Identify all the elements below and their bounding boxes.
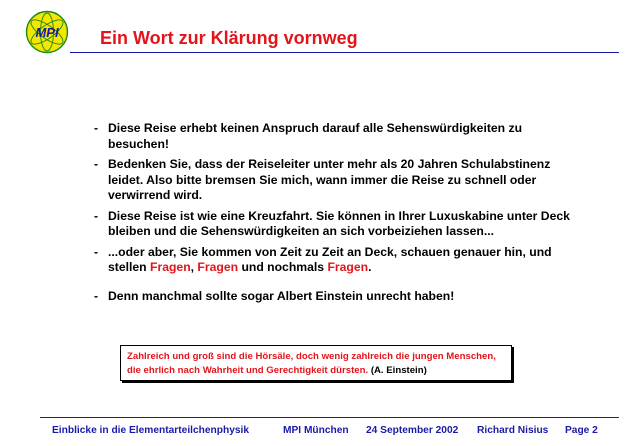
- bullet-marker: -: [94, 121, 99, 135]
- bullet-item: [92, 121, 572, 152]
- bullet-marker: -: [94, 288, 99, 303]
- bullet-text-part: ...oder aber, Sie kommen von Zeit zu Zeit an Deck, schauen genauer hin, und stellen: [108, 244, 552, 274]
- bullet-item: [92, 289, 572, 305]
- quote-text: Zahlreich und groß sind die Hörsäle, doch wenig zahlreich die jungen Menschen, die ehrlich nach Wahrheit und Gerechtigkeit dürsten.: [127, 351, 496, 376]
- highlight-word: Fragen: [327, 260, 369, 274]
- bullet-text: Diese Reise erhebt keinen Anspruch darauf alle Sehenswürdigkeiten zu besuchen!: [108, 121, 523, 151]
- slide-title: Ein Wort zur Klärung vornweg: [100, 28, 358, 48]
- footer-date: 24 September 2002: [366, 425, 459, 436]
- bullet-item: [92, 209, 572, 240]
- bullet-text: Denn manchmal sollte sogar Albert Einstein unrecht haben!: [108, 288, 455, 303]
- bullet-text-part: .: [368, 260, 372, 274]
- bullet-text: Diese Reise ist wie eine Kreuzfahrt. Sie können in Ihrer Luxuskabine unter Deck bleiben und die Sehenswürdigkeiten an sich vorbeiziehen lassen...: [108, 208, 570, 238]
- bullet-marker: -: [94, 244, 99, 259]
- bullet-list: [92, 121, 572, 309]
- footer-page-number: Page 2: [565, 425, 598, 436]
- bullet-text: Bedenken Sie, dass der Reiseleiter unter mehr als 20 Jahren Schulabstinenz leidet. Also bitte bremsen Sie mich, wann immer die Reise zu schnell oder verwirrend wird.: [108, 157, 551, 202]
- bullet-text-part: und nochmals: [238, 260, 328, 274]
- highlight-word: Fragen: [197, 260, 239, 274]
- quote-author: (A. Einstein): [370, 365, 427, 376]
- highlight-word: Fragen: [150, 260, 191, 274]
- footer-divider: [40, 417, 619, 418]
- einstein-quote-box: [120, 345, 512, 381]
- bullet-text: [108, 245, 552, 275]
- bullet-item: [92, 157, 572, 204]
- title-divider: [70, 52, 619, 53]
- footer-course-title: Einblicke in die Elementarteilchenphysik: [52, 425, 250, 436]
- bullet-marker: -: [94, 157, 99, 171]
- bullet-text-part: ,: [190, 260, 198, 274]
- footer-institute: MPI München: [283, 425, 349, 436]
- logo-text: MPI: [35, 25, 59, 40]
- mpi-logo: [25, 10, 69, 54]
- bullet-item: [92, 245, 572, 276]
- bullet-marker: -: [94, 208, 99, 223]
- footer-author: Richard Nisius: [477, 425, 549, 436]
